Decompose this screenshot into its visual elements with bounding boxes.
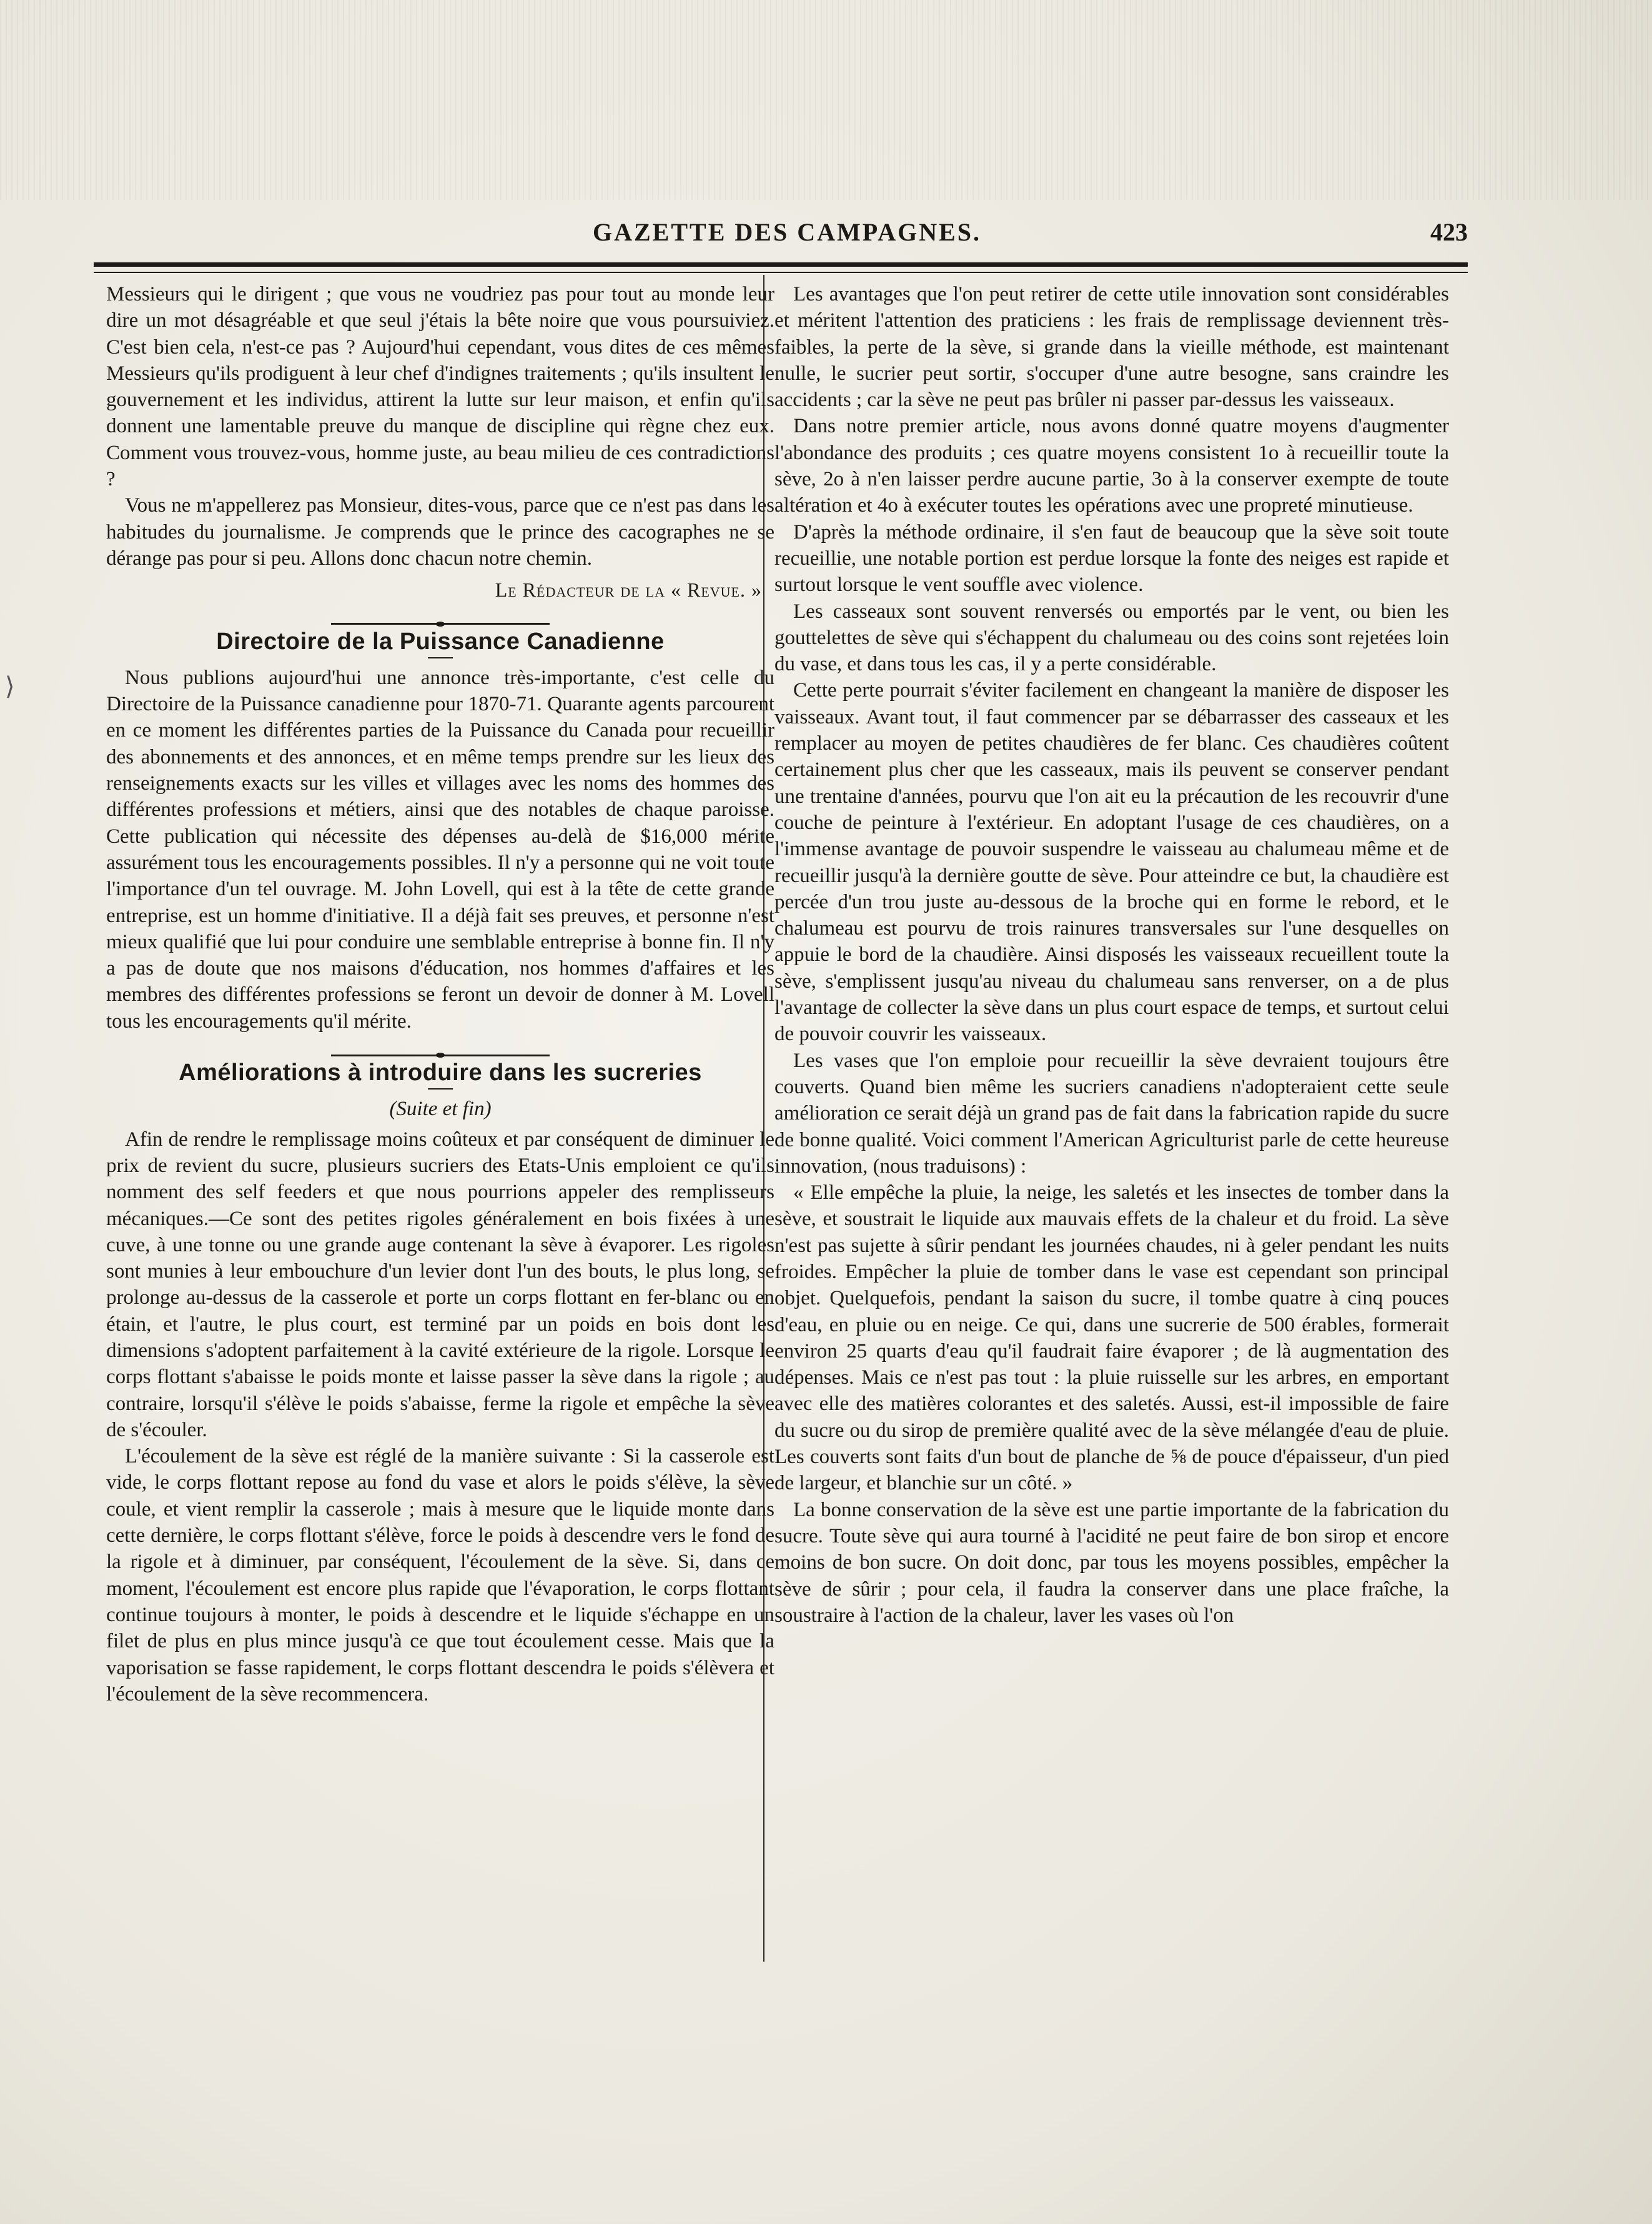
- left-paragraph-1: Messieurs qui le dirigent ; que vous ne voudriez pas pour tout au monde leur dire un mot désagréable et que seul j'étais la bête noire que vous poursuiviez. C'est bien cela, n'est-ce pas ? Aujourd'hui cependant, vous dites de ces mêmes Messieurs qu'ils prodiguent à leur chef d'indignes traitements ; qu'ils insultent le gouvernement et les individus, attirent la lutte sur leur maison, et enfin qu'ils donnent une lamentable preuve du manque de discipline qui règne chez eux. Comment vous trouvez-vous, homme juste, au beau milieu de ces contradictions ?: [106, 283, 774, 491]
- right-paragraph-3: D'après la méthode ordinaire, il s'en faut de beaucoup que la sève soit toute recueillie, une notable portion est perdue lorsque la fonte des neiges est rapide et surtout lorsque le vent souffle avec violence.: [774, 520, 1449, 597]
- running-title: GAZETTE DES CAMPAGNES.: [592, 218, 981, 246]
- header-rule-thin: [94, 272, 1468, 273]
- section-title-directoire: Directoire de la Puissance Canadienne: [216, 628, 665, 655]
- left-column: [106, 281, 774, 1707]
- short-rule: [428, 1088, 453, 1090]
- ornament-divider: [106, 1041, 774, 1053]
- right-paragraph-1: Les avantages que l'on peut retirer de cette utile innovation sont considérables et méritent l'attention des praticiens : les frais de remplissage deviennent très-faibles, la perte de la sève, si grande dans la vieille méthode, est maintenant nulle, le sucrier peut sortir, s'occuper d'une autre besogne, sans craindre les accidents ; car la sève ne peut pas brûler ni passer par-dessus les vaisseaux.: [774, 283, 1449, 412]
- signature: Le Rédacteur de la « Revue. »: [495, 578, 762, 602]
- right-paragraph-8: La bonne conservation de la sève est une partie importante de la fabrication du sucre. Toute sève qui aura tourné à l'acidité ne peut faire de bon sirop et encore moins de bon sucre. On doit donc, par tous les moyens possibles, empêcher la sève de sûrir ; pour cela, il faudra la conserver dans une place fraîche, la soustraire à l'action de la chaleur, laver les vases où l'on: [774, 1498, 1449, 1627]
- right-paragraph-5: Cette perte pourrait s'éviter facilement en changeant la manière de disposer les vaisseaux. Avant tout, il faut commencer par se débarrasser des casseaux et les remplacer au moyen de petites chaudières de fer blanc. Ces chaudières coûtent certainement plus cher que les casseaux, mais ils peuvent se conserver pendant une trentaine d'années, pourvu que l'on ait eu la précaution de les recouvrir d'une couche de peinture à l'extérieur. En adoptant l'usage de ces chaudières, on a l'immense avantage de pouvoir suspendre le vaisseau au chalumeau même et de recueillir jusqu'à la dernière goutte de sève. Pour atteindre ce but, la chaudière est percée d'un trou juste au-dessous de la broche qui en forme le rebord, et le chalumeau est pourvu de trois rainures transversales sur l'une desquelles on appuie le bord de la chaudière. Ainsi disposés les vaisseaux recueillent toute la sève, s'emplissent jusqu'au niveau du chalumeau sans renverser, on a de plus l'avantage de collecter la sève dans un plus court espace de temps, et surtout celui de pouvoir couvrir les vaisseaux.: [774, 679, 1449, 1046]
- scan-noise-band: [0, 0, 1652, 200]
- section-subtitle: (Suite et fin): [389, 1098, 492, 1121]
- left-paragraph-2: Vous ne m'appellerez pas Monsieur, dites-vous, parce que ce n'est pas dans les habitudes du journalisme. Je comprends que le prince des cacographes ne se dérange pas pour si peu. Allons donc chacun notre chemin.: [106, 494, 774, 570]
- right-column: [774, 281, 1449, 1629]
- page-header: [106, 217, 1468, 261]
- ameliorations-paragraph-1: Afin de rendre le remplissage moins coûteux et par conséquent de diminuer le prix de revient du sucre, plusieurs sucriers des Etats-Unis emploient ce qu'ils nomment des self feeders et que nous pourrions appeler des remplisseurs mécaniques.—Ce sont des petites rigoles généralement en bois fixées à une cuve, à une tonne ou une grande auge contenant la sève à évaporer. Les rigoles sont munies à leur embouchure d'un levier dont l'un des bouts, le plus long, se prolonge au-dessus de la casserole et porte un corps flottant en fer-blanc ou en étain, et l'autre, le plus court, est terminé par un poids en bois dont les dimensions s'adoptent parfaitement à la cavité extérieure de la rigole. Lorsque le corps flottant s'abaisse le poids monte et laisse passer la sève dans la rigole ; au contraire, lorsqu'il s'élève le poids s'abaisse, ferme la rigole et empêche la sève de s'écouler.: [106, 1128, 774, 1441]
- right-paragraph-2: Dans notre premier article, nous avons donné quatre moyens d'augmenter l'abondance des produits ; ces quatre moyens consistent 1o à recueillir toute la sève, 2o à n'en laisser perdre aucune partie, 3o à la conserver exempte de toute altération et 4o à exécuter toutes les opérations avec une propreté minutieuse.: [774, 415, 1449, 517]
- short-rule: [428, 657, 453, 658]
- ameliorations-paragraph-2: L'écoulement de la sève est réglé de la manière suivante : Si la casserole est vide, le corps flottant repose au fond du vase et alors le poids s'élève, la sève coule, et vient remplir la casserole ; mais à mesure que le liquide monte dans cette dernière, le corps flottant s'élève, force le poids à descendre vers le fond de la rigole et à diminuer, par conséquent, l'écoulement de la sève. Si, dans ce moment, l'écoulement est encore plus rapide que l'évaporation, le corps flottant continue toujours à monter, le poids à descendre et le liquide s'échappe en un filet de plus en plus mince jusqu'à ce que tout écoulement cesse. Mais que la vaporisation se fasse rapidement, le corps flottant descendra le poids s'élèvera et l'écoulement de la sève recommencera.: [106, 1445, 774, 1705]
- right-paragraph-6: Les vases que l'on emploie pour recueillir la sève devraient toujours être couverts. Quand bien même les sucriers canadiens n'adopteraient cette seule amélioration ce serait déjà un grand pas de fait dans la fabrication rapide du sucre de bonne qualité. Voici comment l'American Agriculturist parle de cette heureuse innovation, (nous traduisons) :: [774, 1049, 1449, 1178]
- page-number: 423: [1430, 218, 1468, 246]
- ornament-divider: [106, 610, 774, 622]
- section-title-ameliorations: Améliorations à introduire dans les sucreries: [179, 1060, 702, 1086]
- right-paragraph-quote: « Elle empêche la pluie, la neige, les saletés et les insectes de tomber dans la sève, et soustrait le liquide aux mauvais effets de la chaleur et du froid. La sève n'est pas sujette à sûrir pendant les journées chaudes, ni à geler pendant les nuits froides. Empêcher la pluie de tomber dans le vase est cependant son principal objet. Quelquefois, pendant la saison du sucre, il tombe quatre à cinq pouces d'eau, en pluie ou en neige. Ce qui, dans une sucrerie de 500 érables, formerait environ 25 quarts d'eau qu'il faudrait faire évaporer ; de là augmentation des dépenses. Mais ce n'est pas tout : la pluie ruisselle sur les arbres, en emportant avec elle des matières colorantes et des saletés. Aussi, est-il impossible de faire du sucre ou du sirop de première qualité avec de la sève mélangée d'eau de pluie. Les couverts sont faits d'un bout de planche de ⅝ de pouce d'épaisseur, d'un pied de largeur, et blanchie sur un côté. »: [774, 1181, 1449, 1495]
- margin-mark: ⟩: [5, 672, 15, 700]
- directoire-paragraph: Nous publions aujourd'hui une annonce très-importante, c'est celle du Directoire de la Puissance canadienne pour 1870-71. Quarante agents parcourent en ce moment les différentes parties de la Puissance du Canada pour recueillir des abonnements et des annonces, et en même temps prendre sur les lieux des renseignements exacts sur les villes et villages avec les noms des hommes des différentes professions et métiers, ainsi que des notables de chaque paroisse. Cette publication qui nécessite des dépenses au-delà de $16,000 mérite assurément tous les encouragements possibles. Il n'y a personne qui ne voit toute l'importance d'un tel ouvrage. M. John Lovell, qui est à la tête de cette grande entreprise, est un homme d'initiative. Il a déjà fait ses preuves, et personne n'est mieux qualifié que lui pour conduire une semblable entreprise à bonne fin. Il n'y a pas de doute que nos maisons d'éducation, nos hommes d'affaires et les membres des différentes professions se feront un devoir de donner à M. Lovell tous les encouragements qu'il mérite.: [106, 666, 774, 1033]
- header-rule-thick: [94, 262, 1468, 267]
- right-paragraph-4: Les casseaux sont souvent renversés ou emportés par le vent, ou bien les gouttelettes de sève qui s'échappent du chalumeau ou des coins sont rejetées loin du vase, et dans tous les cas, il y a perte considérable.: [774, 600, 1449, 676]
